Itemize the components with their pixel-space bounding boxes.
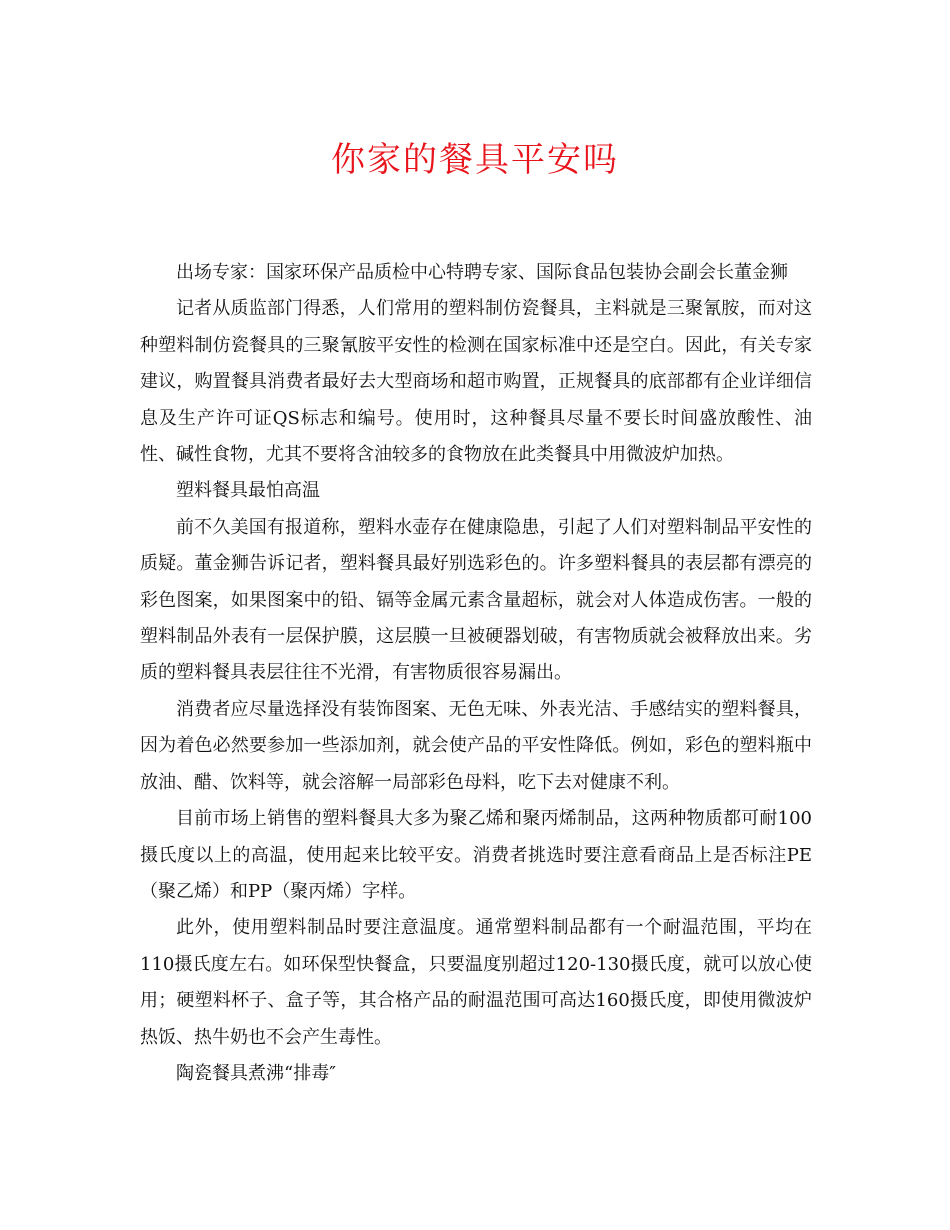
paragraph-intro: 记者从质监部门得悉，人们常用的塑料制仿瓷餐具，主料就是三聚氰胺，而对这种塑料制仿瓷餐具的三聚氰胺平安性的检测在国家标准中还是空白。因此，有关专家建议，购置餐具消费者最好去大型商场和超市购置，正规餐具的底部都有企业详细信息及生产许可证QS标志和编号。使用时，这种餐具尽量不要长时间盛放酸性、油性、碱性食物，尤其不要将含油较多的食物放在此类餐具中用微波炉加热。	[140, 298, 812, 466]
paragraph-plastic-risks: 前不久美国有报道称，塑料水壶存在健康隐患，引起了人们对塑料制品平安性的质疑。董金狮告诉记者，塑料餐具最好别选彩色的。许多塑料餐具的表层都有漂亮的彩色图案，如果图案中的铅、镉等金属元素含量超标，就会对人体造成伤害。一般的塑料制品外表有一层保护膜，这层膜一旦被硬器划破，有害物质就会被释放出来。劣质的塑料餐具表层往往不光滑，有害物质很容易漏出。	[140, 516, 812, 684]
document-title: 你家的餐具平安吗	[331, 140, 619, 180]
paragraph-choose-plain: 消费者应尽量选择没有装饰图案、无色无味、外表光洁、手感结实的塑料餐具，因为着色必然要参加一些添加剂，就会使产品的平安性降低。例如，彩色的塑料瓶中放油、醋、饮料等，就会溶解一局部彩色母料，吃下去对健康不利。	[140, 698, 812, 793]
paragraph-temperature: 此外，使用塑料制品时要注意温度。通常塑料制品都有一个耐温范围，平均在110摄氏度左右。如环保型快餐盒，只要温度别超过120-130摄氏度，就可以放心使用；硬塑料杯子、盒子等，其合格产品的耐温范围可高达160摄氏度，即使用微波炉热饭、热牛奶也不会产生毒性。	[140, 917, 812, 1048]
section-heading-plastic: 塑料餐具最怕高温	[176, 480, 320, 502]
document-body	[140, 255, 812, 1092]
paragraph-expert: 出场专家：国家环保产品质检中心特聘专家、国际食品包装协会副会长董金狮	[176, 262, 788, 283]
section-heading-ceramic: 陶瓷餐具煮沸“排毒″	[176, 1062, 336, 1084]
paragraph-pe-pp: 目前市场上销售的塑料餐具大多为聚乙烯和聚丙烯制品，这两种物质都可耐100摄氏度以上的高温，使用起来比较平安。消费者挑选时要注意看商品上是否标注PE（聚乙烯）和PP（聚丙烯）字样。	[140, 808, 812, 902]
